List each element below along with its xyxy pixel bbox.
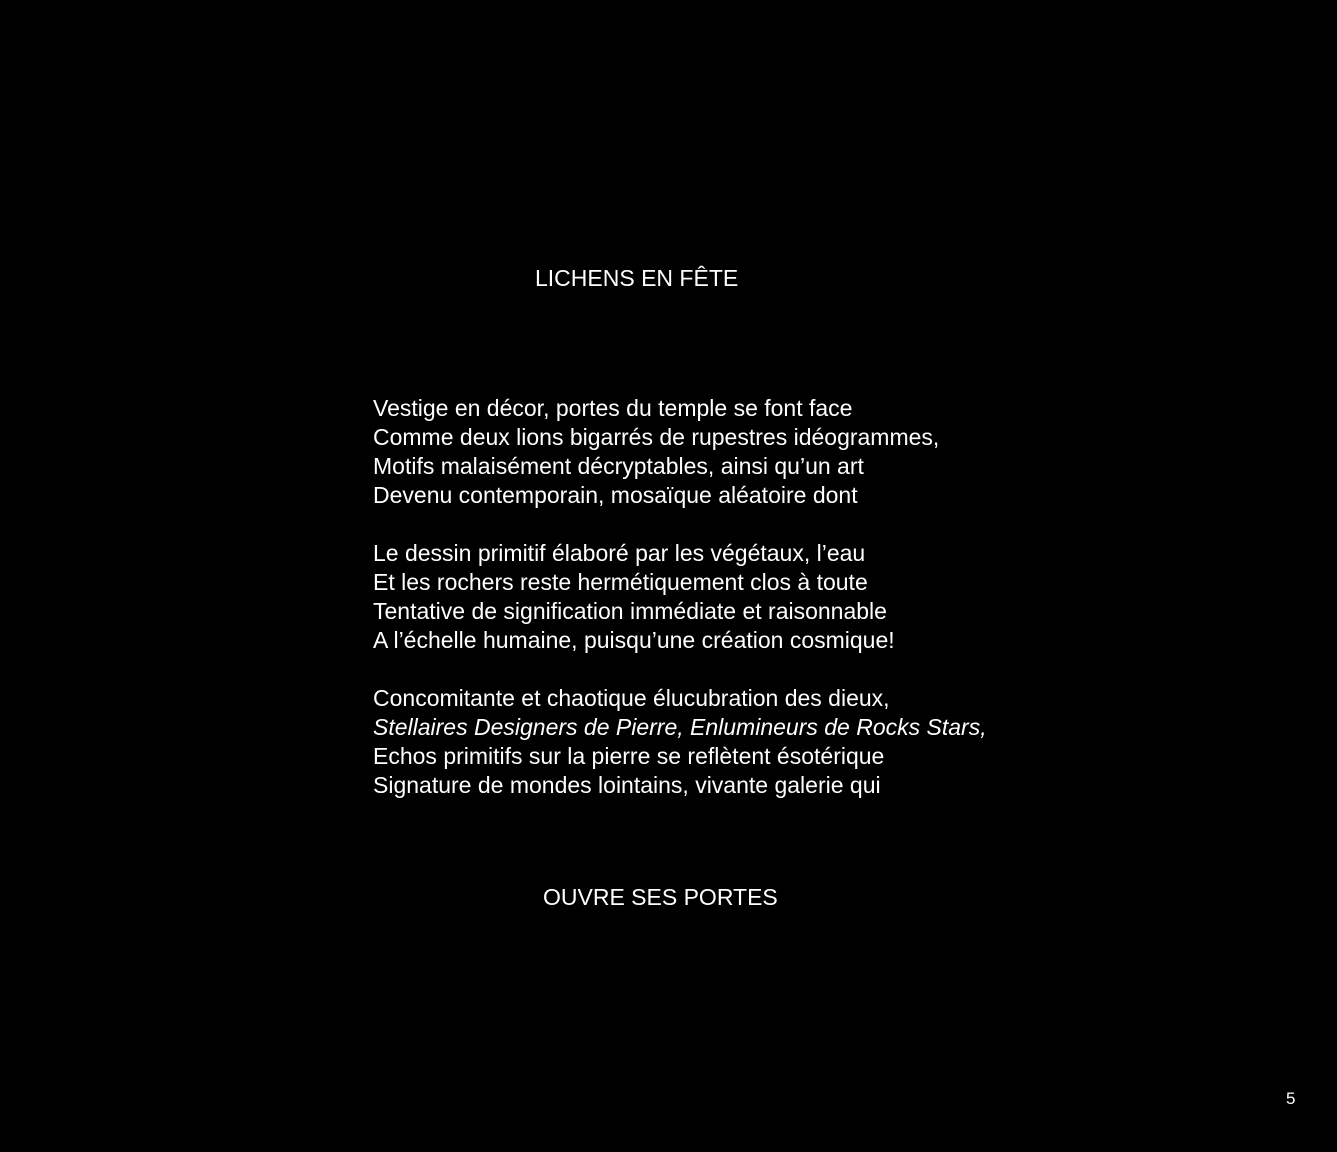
poem-line: Signature de mondes lointains, vivante galerie qui (373, 772, 881, 798)
poem-line: Vestige en décor, portes du temple se font face (373, 395, 853, 421)
poem-line: Et les rochers reste hermétiquement clos à toute (373, 569, 868, 595)
stanza (373, 539, 1273, 655)
poem-line: A l’échelle humaine, puisqu’une création cosmique! (373, 627, 895, 653)
stanza (373, 684, 1273, 800)
poem-title: LICHENS EN FÊTE (535, 265, 739, 291)
poem-line-italic: Stellaires Designers de Pierre, Enlumineurs de Rocks Stars, (373, 714, 987, 740)
poem-closing-line: OUVRE SES PORTES (543, 884, 778, 910)
poem-line: Devenu contemporain, mosaïque aléatoire dont (373, 482, 858, 508)
poem-line: Comme deux lions bigarrés de rupestres idéogrammes, (373, 424, 940, 450)
poem-line: Tentative de signification immédiate et raisonnable (373, 598, 887, 624)
stanza (373, 394, 1273, 510)
page-number: 5 (1286, 1089, 1296, 1108)
poem-line: Echos primitifs sur la pierre se reflètent ésotérique (373, 743, 885, 769)
poem-body (373, 394, 1273, 829)
poem-line: Motifs malaisément décryptables, ainsi qu’un art (373, 453, 864, 479)
poem-line: Le dessin primitif élaboré par les végétaux, l’eau (373, 540, 866, 566)
poem-line: Concomitante et chaotique élucubration des dieux, (373, 685, 890, 711)
